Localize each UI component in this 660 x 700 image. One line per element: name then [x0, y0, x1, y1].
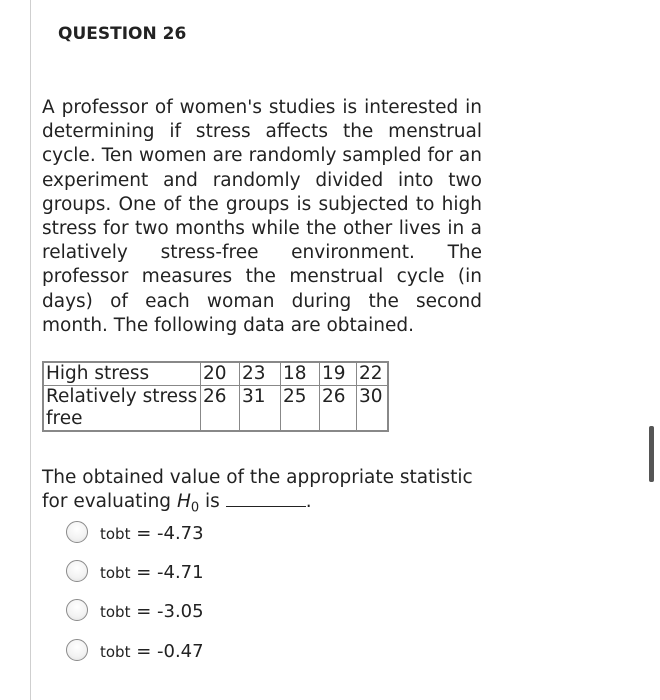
question-title: QUESTION 26 [58, 24, 187, 44]
option-symbol: tobt [100, 603, 131, 621]
data-table [42, 361, 389, 432]
table-cell: 26 [320, 386, 357, 432]
option-symbol: tobt [100, 643, 131, 661]
radio-button[interactable] [66, 560, 88, 582]
table-cell: 26 [201, 386, 240, 432]
table-row [43, 386, 388, 432]
radio-button[interactable] [66, 639, 88, 661]
right-pane [495, 0, 660, 700]
question-stem: A professor of women's studies is interested in determining if stress affects the menstrual cycle. Ten women are randomly sampled for an experiment and randomly divided into two groups. One of the groups is subjected to high stress for two months while the other lives in a relatively stress-free environment. The professor measures the menstrual cycle (in days) of each woman during the second month. The following data are obtained. [42, 97, 482, 336]
table-cell: 18 [281, 362, 320, 386]
prompt-text-after: is [199, 491, 220, 512]
option-symbol: tobt [100, 525, 131, 543]
h0-letter: H [176, 491, 191, 512]
radio-button[interactable] [66, 599, 88, 621]
table-cell: 25 [281, 386, 320, 432]
table-cell: 20 [201, 362, 240, 386]
option-value: = -3.05 [136, 601, 204, 622]
prompt-text: The obtained value of the appropriate statistic for evaluating [42, 467, 473, 512]
table-row [43, 362, 388, 386]
option-value: = -4.73 [136, 523, 204, 544]
radio-button[interactable] [66, 521, 88, 543]
row-label: Relatively stress free [43, 386, 201, 432]
option-label [100, 562, 204, 583]
row-label: High stress [43, 362, 201, 386]
table-cell: 19 [320, 362, 357, 386]
option-label [100, 641, 204, 662]
h0-subscript: 0 [190, 500, 200, 516]
option-label [100, 523, 204, 544]
table-cell: 23 [240, 362, 281, 386]
table-cell: 30 [357, 386, 389, 432]
option-symbol: tobt [100, 564, 131, 582]
answer-blank [226, 490, 306, 507]
option-label [100, 601, 204, 622]
prompt-end: . [305, 491, 312, 512]
option-value: = -0.47 [136, 641, 204, 662]
question-prompt [42, 466, 487, 521]
option-value: = -4.71 [136, 562, 204, 583]
scroll-indicator[interactable] [649, 426, 654, 482]
table-cell: 22 [357, 362, 389, 386]
h0-symbol [176, 491, 200, 516]
table-cell: 31 [240, 386, 281, 432]
